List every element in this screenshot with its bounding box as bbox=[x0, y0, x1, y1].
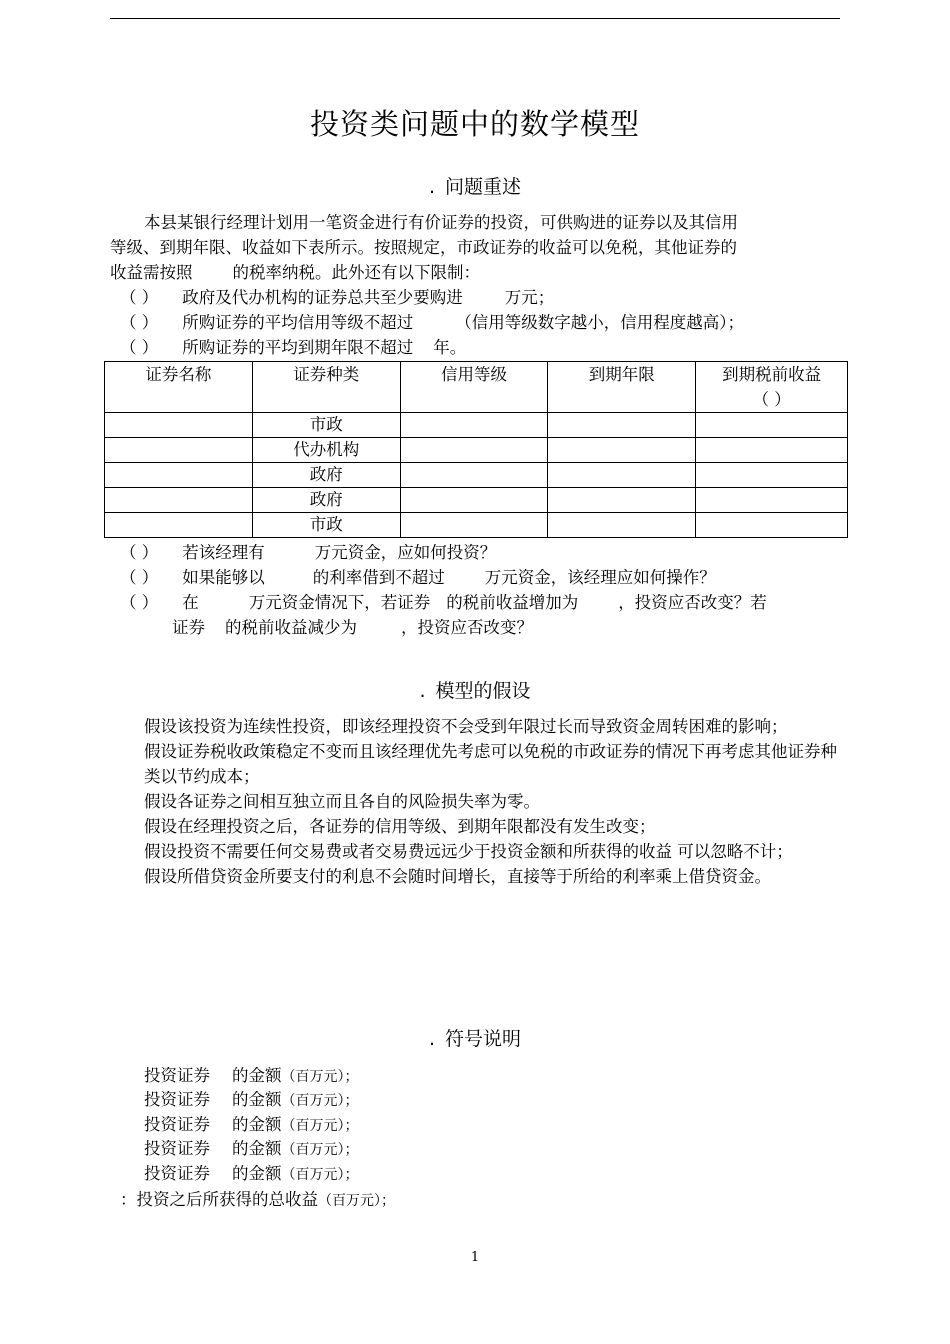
symbol-text: 投资证券 bbox=[144, 1115, 210, 1134]
item-text: 万元； bbox=[504, 288, 555, 307]
table-row bbox=[105, 488, 848, 513]
item-text: 的税前收益减少为 bbox=[225, 618, 357, 637]
section-number: . bbox=[428, 176, 436, 198]
table-cell bbox=[548, 413, 696, 438]
table-row bbox=[105, 463, 848, 488]
assumption-item: 假设所借贷资金所要支付的利息不会随时间增长，直接等于所给的利率乘上借贷资金。 bbox=[144, 867, 771, 886]
limit-item-1 bbox=[120, 285, 554, 310]
assumption-item: 假设证券税收政策稳定不变而且该经理优先考虑可以免税的市政证券的情况下再考虑其他证券种类以节约成本； bbox=[144, 742, 837, 786]
table-cell bbox=[696, 413, 848, 438]
table-cell bbox=[548, 488, 696, 513]
header-label: 到期税前收益 bbox=[722, 365, 822, 384]
symbol-text: 投资之后所获得的总收益 bbox=[136, 1190, 318, 1209]
column-header: 信用等级 bbox=[400, 362, 548, 413]
item-text: 年。 bbox=[433, 338, 467, 357]
table-cell bbox=[548, 463, 696, 488]
table-cell bbox=[696, 488, 848, 513]
table-row bbox=[105, 438, 848, 463]
page-number: 1 bbox=[470, 1250, 480, 1265]
symbol-text: 投资证券 bbox=[144, 1139, 210, 1158]
intro-line bbox=[110, 260, 840, 285]
question-item-3 bbox=[120, 590, 767, 615]
column-header: 到期年限 bbox=[548, 362, 696, 413]
section-title: 符号说明 bbox=[445, 1028, 522, 1050]
item-number: （ ） bbox=[120, 338, 159, 357]
table-header-row bbox=[105, 362, 848, 413]
intro-line: 等级、到期年限、收益如下表所示。按照规定，市政证券的收益可以免税，其他证券的 bbox=[110, 238, 737, 257]
symbol-text: 投资证券 bbox=[144, 1164, 210, 1183]
assumption-item: 假设该投资为连续性投资，即该经理投资不会受到年限过长而导致资金周转困难的影响； bbox=[144, 717, 788, 736]
table-cell bbox=[105, 413, 253, 438]
section-title: 模型的假设 bbox=[435, 680, 531, 702]
question-item-1 bbox=[120, 540, 496, 565]
item-text: 的利率借到不超过 bbox=[312, 568, 445, 587]
table-cell: 政府 bbox=[252, 463, 400, 488]
item-text: 的税前收益增加为 bbox=[446, 593, 579, 612]
question-item-2 bbox=[120, 565, 716, 590]
symbol-total-return bbox=[120, 1188, 395, 1214]
item-text: （信用等级数字越小，信用程度越高）； bbox=[455, 313, 744, 332]
item-text: 如果能够以 bbox=[182, 568, 265, 587]
symbol-text: 的金额 bbox=[232, 1139, 282, 1158]
intro-paragraph bbox=[110, 210, 840, 285]
section-heading-problem bbox=[0, 172, 950, 199]
symbol-item bbox=[144, 1137, 359, 1163]
table-row bbox=[105, 513, 848, 538]
section-title: 问题重述 bbox=[445, 176, 522, 198]
symbol-item bbox=[144, 1064, 359, 1090]
table-cell bbox=[400, 438, 548, 463]
item-number: （ ） bbox=[120, 593, 159, 612]
symbol-unit: （百万元）； bbox=[318, 1193, 395, 1209]
column-header: 证券名称 bbox=[105, 362, 253, 413]
item-text: 万元资金，应如何投资？ bbox=[314, 543, 497, 562]
table-cell bbox=[548, 438, 696, 463]
column-header bbox=[696, 362, 848, 413]
assumption-item: 假设各证券之间相互独立而且各自的风险损失率为零。 bbox=[144, 792, 540, 811]
assumption-item: 假设投资不需要任何交易费或者交易费远远少于投资金额和所获得的收益 可以忽略不计； bbox=[144, 842, 793, 861]
table-cell: 市政 bbox=[252, 513, 400, 538]
section-heading-symbols bbox=[0, 1024, 950, 1051]
symbol-unit: （百万元）； bbox=[281, 1142, 359, 1158]
limit-item-3 bbox=[120, 335, 466, 360]
question-item-3-continued bbox=[172, 615, 533, 640]
table-row bbox=[105, 413, 848, 438]
table-cell bbox=[548, 513, 696, 538]
table-cell bbox=[105, 438, 253, 463]
item-text: 万元资金，该经理应如何操作？ bbox=[484, 568, 716, 587]
intro-text: 的税率纳税。此外还有以下限制： bbox=[232, 263, 480, 282]
symbol-item bbox=[144, 1088, 359, 1114]
table-cell bbox=[400, 513, 548, 538]
item-text: 所购证券的平均信用等级不超过 bbox=[182, 313, 414, 332]
symbol-text: 的金额 bbox=[232, 1115, 282, 1134]
item-text: 政府及代办机构的证券总共至少要购进 bbox=[182, 288, 463, 307]
limit-item-2 bbox=[120, 310, 744, 335]
item-text: 证券 bbox=[172, 618, 205, 637]
symbol-unit: （百万元）； bbox=[281, 1069, 359, 1085]
table-cell bbox=[696, 438, 848, 463]
table-cell bbox=[696, 513, 848, 538]
table-cell: 代办机构 bbox=[252, 438, 400, 463]
item-text: ，投资应否改变？若 bbox=[618, 593, 767, 612]
item-text: 在 bbox=[182, 593, 199, 612]
item-number: （ ） bbox=[120, 288, 159, 307]
symbol-unit: （百万元）； bbox=[281, 1118, 359, 1134]
intro-text: 收益需按照 bbox=[110, 263, 193, 282]
section-heading-assumptions bbox=[0, 676, 950, 703]
symbol-text: 的金额 bbox=[232, 1090, 282, 1109]
symbol-text: 投资证券 bbox=[144, 1066, 210, 1085]
table-cell bbox=[400, 488, 548, 513]
symbol-text: 的金额 bbox=[232, 1066, 282, 1085]
intro-line: 本县某银行经理计划用一笔资金进行有价证券的投资，可供购进的证券以及其信用 bbox=[144, 213, 738, 232]
header-unit: （ ） bbox=[752, 390, 791, 409]
section-number: . bbox=[419, 680, 426, 702]
symbol-prefix: ： bbox=[120, 1190, 137, 1209]
symbol-unit: （百万元）； bbox=[281, 1167, 359, 1183]
item-text: 若该经理有 bbox=[182, 543, 265, 562]
symbol-unit: （百万元）； bbox=[281, 1093, 359, 1109]
item-text: ，投资应否改变？ bbox=[401, 618, 533, 637]
symbol-text: 投资证券 bbox=[144, 1090, 210, 1109]
item-number: （ ） bbox=[120, 543, 159, 562]
table-cell bbox=[105, 488, 253, 513]
table-cell bbox=[696, 463, 848, 488]
item-text: 所购证券的平均到期年限不超过 bbox=[182, 338, 414, 357]
table-cell bbox=[400, 463, 548, 488]
column-header: 证券种类 bbox=[252, 362, 400, 413]
item-number: （ ） bbox=[120, 568, 159, 587]
table-cell: 市政 bbox=[252, 413, 400, 438]
table-cell: 政府 bbox=[252, 488, 400, 513]
item-text: 万元资金情况下，若证券 bbox=[248, 593, 431, 612]
item-number: （ ） bbox=[120, 313, 159, 332]
table-cell bbox=[400, 413, 548, 438]
document-title: 投资类问题中的数学模型 bbox=[309, 107, 640, 141]
table-cell bbox=[105, 463, 253, 488]
securities-table bbox=[104, 361, 848, 538]
header-rule bbox=[110, 18, 840, 19]
assumption-item: 假设在经理投资之后，各证券的信用等级、到期年限都没有发生改变； bbox=[144, 817, 656, 836]
assumptions-list bbox=[144, 714, 844, 889]
symbol-item bbox=[144, 1162, 359, 1188]
symbol-text: 的金额 bbox=[232, 1164, 282, 1183]
symbol-item bbox=[144, 1113, 359, 1139]
table-cell bbox=[105, 513, 253, 538]
section-number: . bbox=[428, 1028, 436, 1050]
